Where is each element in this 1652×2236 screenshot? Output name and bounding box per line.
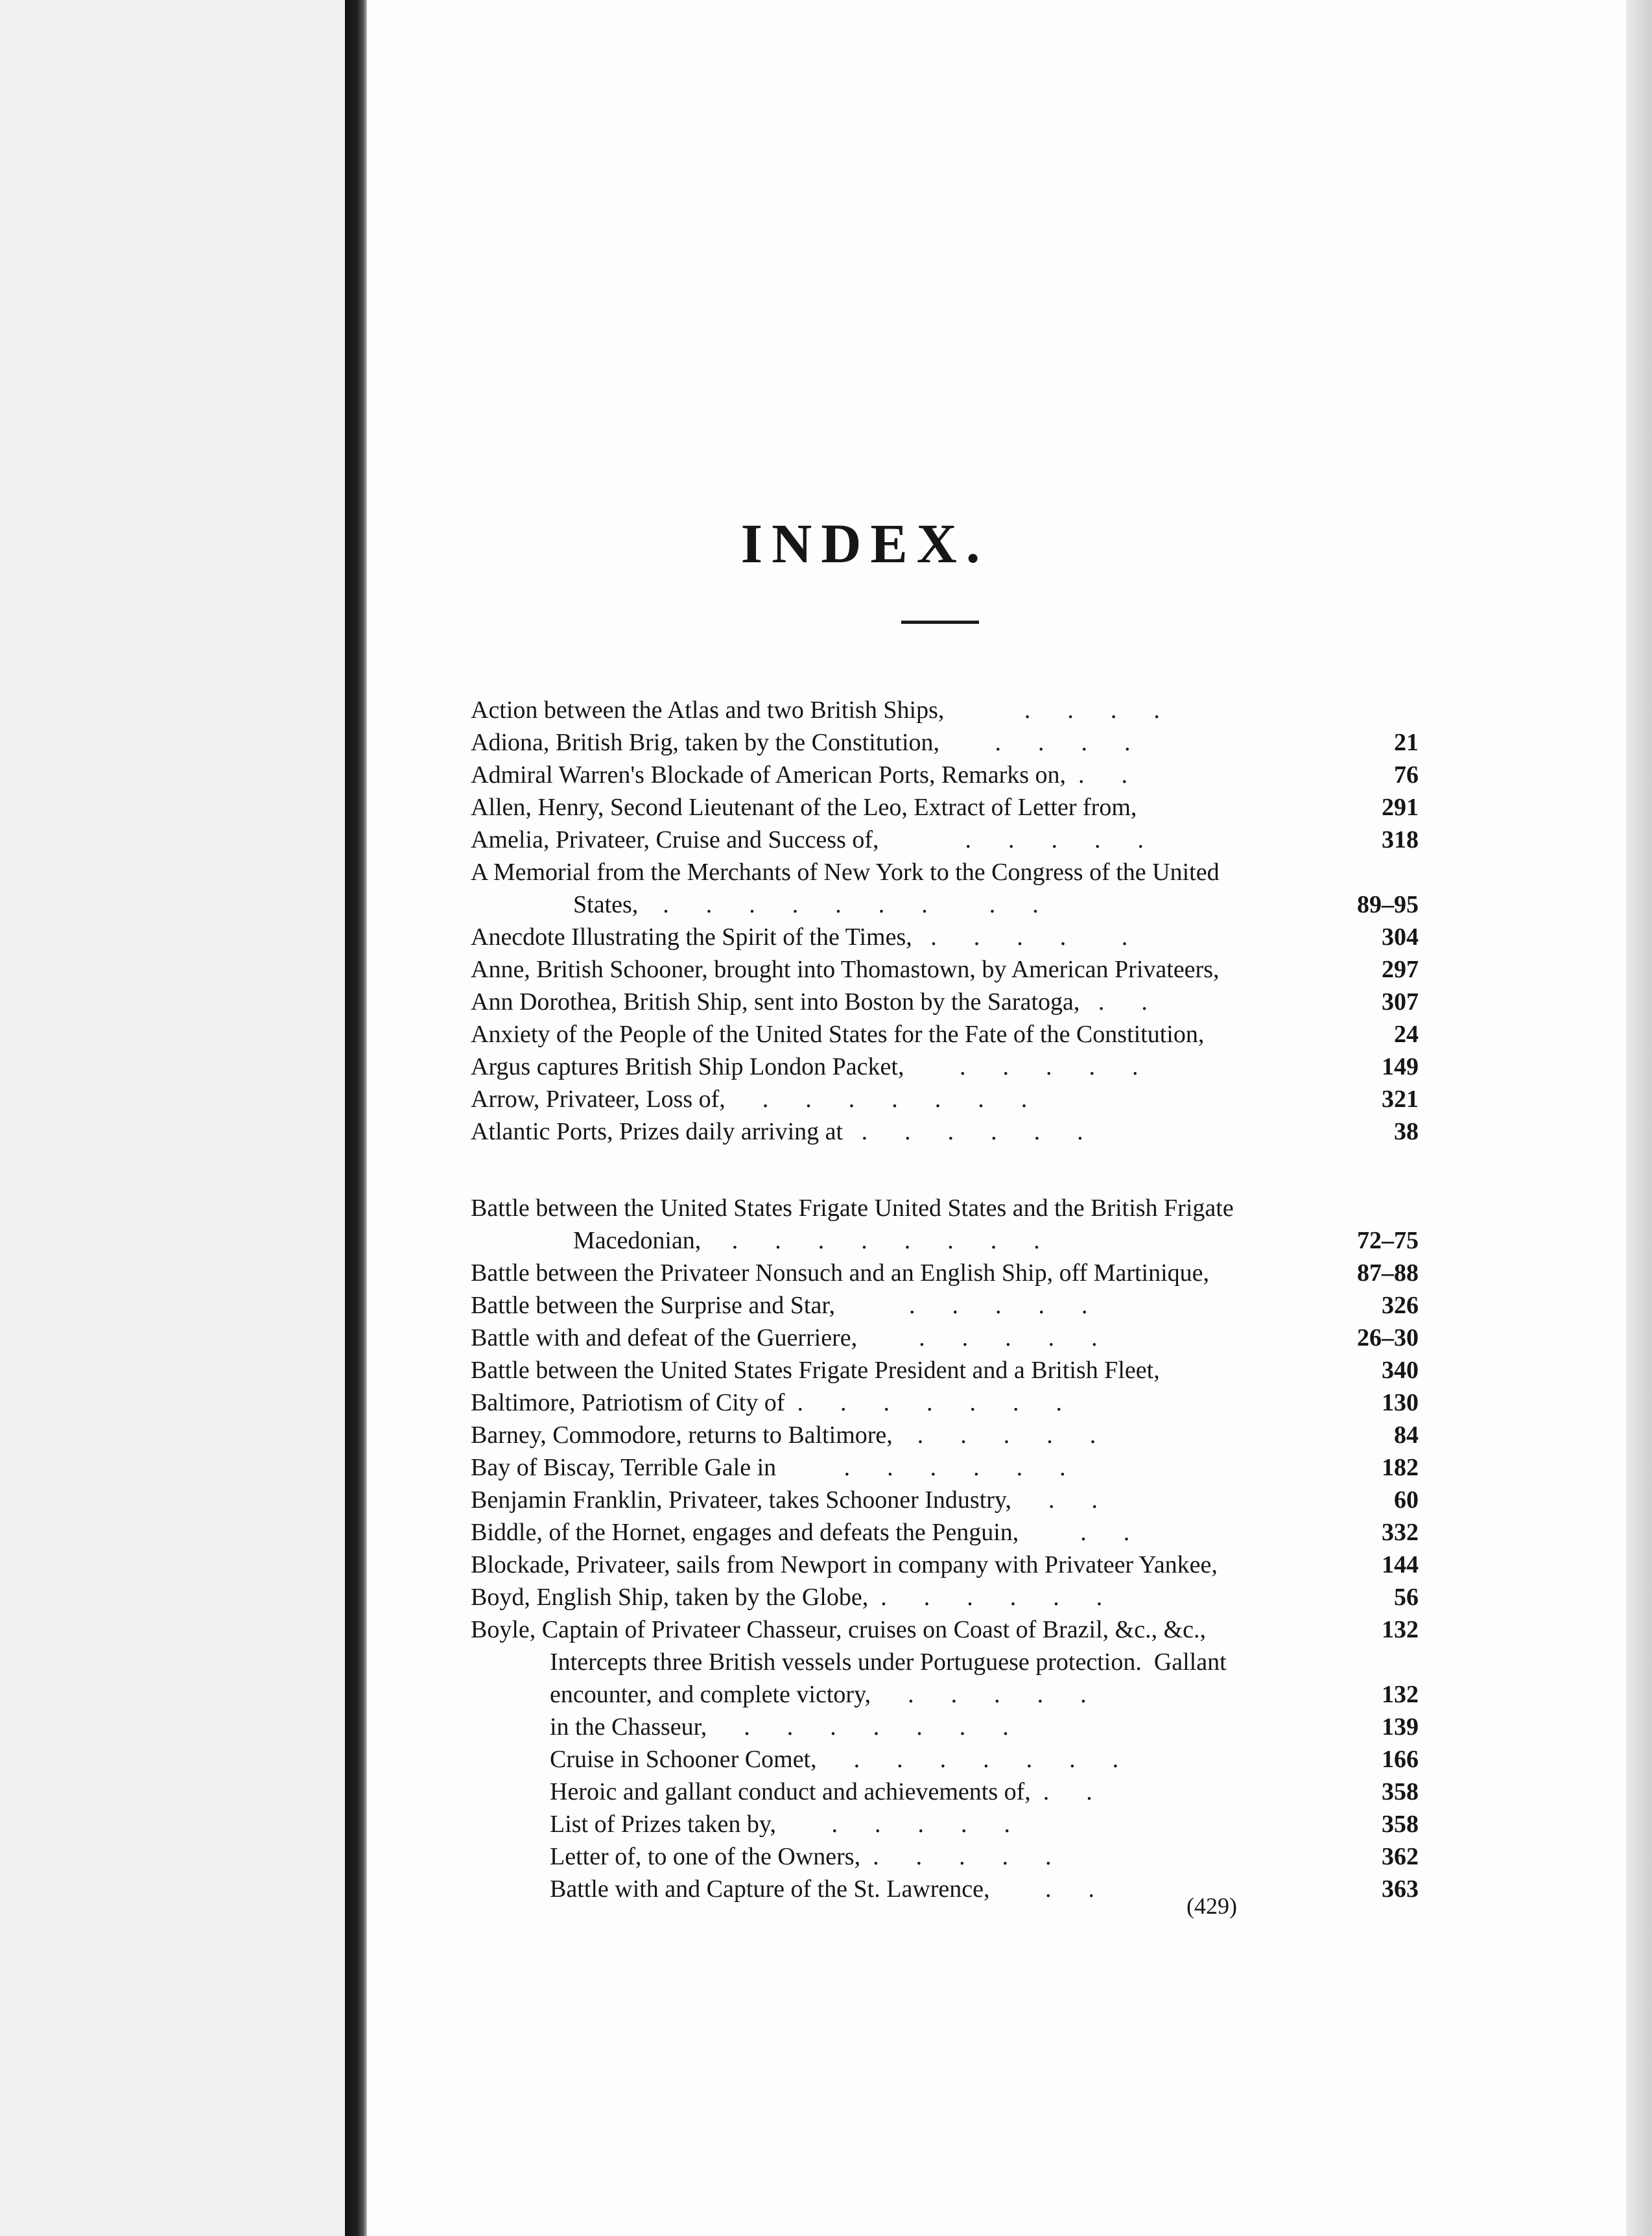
entry-text: Boyle, Captain of Privateer Chasseur, cruises on Coast of Brazil, &c., &c., — [471, 1616, 1206, 1643]
index-subentry — [471, 888, 1419, 921]
entry-page-number: 24 — [1394, 1021, 1419, 1048]
entry-text: Intercepts three British vessels under Portuguese protection. Gallant — [550, 1648, 1227, 1676]
entry-page-number: 362 — [1382, 1843, 1419, 1870]
entry-text: Cruise in Schooner Comet, . . . . . . . — [550, 1746, 1119, 1773]
index-entry — [471, 856, 1419, 888]
page-number: (429) — [1186, 1893, 1237, 1919]
facing-page-margin — [0, 0, 345, 2236]
index-entry — [471, 1613, 1419, 1646]
index-entry — [471, 1018, 1419, 1051]
entry-text: Allen, Henry, Second Lieutenant of the Leo, Extract of Letter from, — [471, 794, 1137, 821]
entry-page-number: 144 — [1382, 1551, 1419, 1578]
entry-page-number: 84 — [1394, 1421, 1419, 1449]
entry-page-number: 89–95 — [1357, 891, 1419, 918]
entry-page-number: 358 — [1382, 1778, 1419, 1805]
index-subentry — [471, 1224, 1419, 1257]
entry-text: Action between the Atlas and two British Ships, . . . . — [471, 696, 1160, 724]
index-entry — [471, 1581, 1419, 1613]
entry-text: Ann Dorothea, British Ship, sent into Boston by the Saratoga, . . — [471, 988, 1148, 1016]
index-entry — [471, 759, 1419, 791]
index-entry — [471, 1516, 1419, 1549]
entry-text: in the Chasseur, . . . . . . . — [550, 1713, 1009, 1741]
entry-page-number: 60 — [1394, 1486, 1419, 1514]
entry-text: Atlantic Ports, Prizes daily arriving at . . . . . . — [471, 1118, 1083, 1145]
entry-page-number: 307 — [1382, 988, 1419, 1016]
entry-text: Anecdote Illustrating the Spirit of the Times, . . . . . — [471, 923, 1128, 951]
index-entry — [471, 1322, 1419, 1354]
index-subentry — [471, 1776, 1419, 1808]
index-entry — [471, 1354, 1419, 1386]
entry-text: Battle between the United States Frigate President and a British Fleet, — [471, 1357, 1160, 1384]
entry-page-number: 87–88 — [1357, 1259, 1419, 1287]
title-rule — [901, 621, 979, 624]
entry-page-number: 358 — [1382, 1811, 1419, 1838]
entry-text: Benjamin Franklin, Privateer, takes Schooner Industry, . . — [471, 1486, 1098, 1514]
entry-text: Amelia, Privateer, Cruise and Success of, . . . . . — [471, 826, 1144, 853]
entry-text: Battle between the Privateer Nonsuch and an English Ship, off Martinique, — [471, 1259, 1210, 1287]
entry-text: Battle with and defeat of the Guerriere, . . . . . — [471, 1324, 1098, 1351]
entry-text: Biddle, of the Hornet, engages and defeats the Penguin, . . — [471, 1519, 1130, 1546]
entry-page-number: 182 — [1382, 1454, 1419, 1481]
index-subentry — [471, 1743, 1419, 1776]
index-entry — [471, 986, 1419, 1018]
index-entry — [471, 694, 1419, 726]
index-subentry — [471, 1646, 1419, 1678]
entry-text: Baltimore, Patriotism of City of . . . . . . . — [471, 1389, 1062, 1416]
entry-page-number: 56 — [1394, 1584, 1419, 1611]
entry-page-number: 318 — [1382, 826, 1419, 853]
entry-page-number: 149 — [1382, 1053, 1419, 1080]
entry-text: Anne, British Schooner, brought into Thomastown, by American Privateers, — [471, 956, 1220, 983]
index-entry — [471, 1549, 1419, 1581]
entry-page-number: 340 — [1382, 1357, 1419, 1384]
entry-page-number: 363 — [1382, 1875, 1419, 1903]
entry-page-number: 26–30 — [1357, 1324, 1419, 1351]
page-title: INDEX. — [740, 512, 989, 575]
entry-page-number: 297 — [1382, 956, 1419, 983]
entry-page-number: 326 — [1382, 1292, 1419, 1319]
index-entry — [471, 726, 1419, 759]
entry-text: States, . . . . . . . . . — [573, 891, 1039, 918]
entry-text: Battle between the United States Frigate United States and the British Frigate — [471, 1195, 1234, 1222]
entry-page-number: 38 — [1394, 1118, 1419, 1145]
entry-page-number: 130 — [1382, 1389, 1419, 1416]
entry-text: Boyd, English Ship, taken by the Globe, . . . . . . — [471, 1584, 1103, 1611]
index-entry — [471, 1257, 1419, 1289]
index-subentry — [471, 1808, 1419, 1840]
index-entry — [471, 1192, 1419, 1224]
binding-shadow — [345, 0, 367, 2236]
entry-text: Adiona, British Brig, taken by the Constitution, . . . . — [471, 729, 1131, 756]
entry-page-number: 291 — [1382, 794, 1419, 821]
index-entry — [471, 824, 1419, 856]
entry-page-number: 321 — [1382, 1086, 1419, 1113]
entry-page-number: 139 — [1382, 1713, 1419, 1741]
index-entry — [471, 1083, 1419, 1115]
index-entry — [471, 1289, 1419, 1322]
index-entry — [471, 1051, 1419, 1083]
entry-text: Argus captures British Ship London Packet, . . . . . — [471, 1053, 1139, 1080]
entry-text: Admiral Warren's Blockade of American Ports, Remarks on, . . — [471, 761, 1128, 789]
entry-text: Anxiety of the People of the United States for the Fate of the Constitution, — [471, 1021, 1205, 1048]
entry-text: Arrow, Privateer, Loss of, . . . . . . . — [471, 1086, 1028, 1113]
index-entry — [471, 921, 1419, 953]
entry-text: List of Prizes taken by, . . . . . — [550, 1811, 1010, 1838]
entry-text: Blockade, Privateer, sails from Newport in company with Privateer Yankee, — [471, 1551, 1218, 1578]
entry-page-number: 132 — [1382, 1681, 1419, 1708]
index-list — [471, 694, 1419, 1905]
entry-page-number: 76 — [1394, 761, 1419, 789]
entry-page-number: 332 — [1382, 1519, 1419, 1546]
index-entry — [471, 1451, 1419, 1484]
entry-page-number: 132 — [1382, 1616, 1419, 1643]
index-subentry — [471, 1840, 1419, 1873]
index-entry — [471, 791, 1419, 824]
entry-page-number: 166 — [1382, 1746, 1419, 1773]
entry-text: Macedonian, . . . . . . . . — [573, 1227, 1040, 1254]
index-entry — [471, 1386, 1419, 1419]
entry-text: Heroic and gallant conduct and achievements of, . . — [550, 1778, 1092, 1805]
index-entry — [471, 1115, 1419, 1148]
entry-page-number: 304 — [1382, 923, 1419, 951]
entry-text: Barney, Commodore, returns to Baltimore, . . . . . — [471, 1421, 1096, 1449]
entry-text: A Memorial from the Merchants of New York to the Congress of the United — [471, 859, 1220, 886]
index-subentry — [471, 1873, 1419, 1905]
entry-text: Bay of Biscay, Terrible Gale in . . . . . . — [471, 1454, 1066, 1481]
entry-text: Letter of, to one of the Owners, . . . . . — [550, 1843, 1052, 1870]
index-subentry — [471, 1678, 1419, 1711]
entry-page-number: 21 — [1394, 729, 1419, 756]
entry-text: Battle between the Surprise and Star, . . . . . — [471, 1292, 1088, 1319]
page-edge — [1626, 0, 1652, 2236]
index-entry — [471, 1419, 1419, 1451]
index-entry — [471, 953, 1419, 986]
index-entry — [471, 1484, 1419, 1516]
entry-text: Battle with and Capture of the St. Lawrence, . . — [550, 1875, 1095, 1903]
entry-text: encounter, and complete victory, . . . . . — [550, 1681, 1087, 1708]
index-subentry — [471, 1711, 1419, 1743]
entry-page-number: 72–75 — [1357, 1227, 1419, 1254]
